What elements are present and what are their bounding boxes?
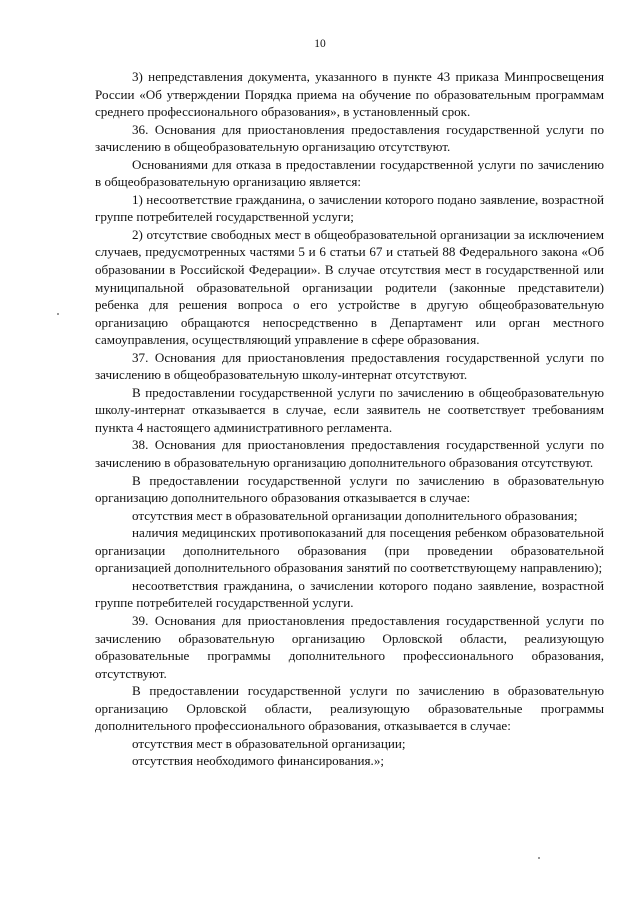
paragraph-boarding-school-refusal: В предоставлении государственной услуги по зачислению в общеобразовательную школу-интернат отказывается в случае, если заявитель не соответствует требованиям пункта 4 настоящего административного регламента. [95,384,604,435]
paragraph-36: 36. Основания для приостановления предоставления государственной услуги по зачислению в общеобразовательную организацию отсутствуют. [95,121,604,155]
paragraph-no-places-additional: отсутствия мест в образовательной организации дополнительного образования; [132,507,578,523]
paragraph-item-2-no-places: 2) отсутствие свободных мест в общеобразовательной организации за исключением случаев, предусмотренных частями 5 и 6 статьи 67 и статьей 88 Федерального закона «Об образовании в Российской Федерации». В случае отсутствия мест в государственной или муниципальной образовательной организации родители (законные представители) ребенка для решения вопроса о его устройстве в другую общеобразовательную организацию обращаются непосредственно в Департамент или орган местного самоуправления, осуществляющий управление в сфере образования. [95,226,604,348]
document-body [95,68,604,770]
paragraph-no-funding: отсутствия необходимого финансирования.»; [132,753,385,769]
paragraph-38: 38. Основания для приостановления предоставления государственной услуги по зачислению в образовательную организацию дополнительного образования отсутствуют. [95,437,604,471]
paragraph-39: 39. Основания для приостановления предоставления государственной услуги по зачислению образовательную организацию Орловской области, реализующую образовательные программы дополнительного профессионального образования, отсутствуют. [95,612,604,681]
scan-speck [57,313,59,315]
paragraph-no-places-organization: отсутствия мест в образовательной организации; [132,735,406,751]
paragraph-medical-contraindications: наличия медицинских противопоказаний для посещения ребенком образовательной организации дополнительного образования (при проведении образовательной организацией дополнительного образования занятий по соответствующему направлению); [95,525,604,576]
paragraph-professional-education-refusal: В предоставлении государственной услуги по зачислению в образовательную организацию Орловской области, реализующую образовательные программы дополнительного профессионального образования, отказывается в случае: [95,683,604,734]
page-number: 10 [314,38,326,50]
paragraph-37: 37. Основания для приостановления предоставления государственной услуги по зачислению в общеобразовательную школу-интернат отсутствуют. [95,349,604,383]
paragraph-additional-education-refusal: В предоставлении государственной услуги по зачислению в образовательную организацию дополнительного образования отказывается в случае: [95,472,604,506]
paragraph-item-1-age: 1) несоответствие гражданина, о зачислении которого подано заявление, возрастной группе потребителей государственной услуги; [95,191,604,225]
paragraph-age-mismatch: несоответствия гражданина, о зачислении которого подано заявление, возрастной группе потребителей государственной услуги. [95,577,604,611]
paragraph-item-3-documents: 3) непредставления документа, указанного в пункте 43 приказа Минпросвещения России «Об утверждении Порядка приема на обучение по образовательным программам среднего профессионального образования», в установленный срок. [95,69,604,120]
scan-speck [538,857,540,859]
paragraph-refusal-grounds: Основаниями для отказа в предоставлении государственной услуги по зачислению в общеобразовательную организацию является: [95,156,604,190]
